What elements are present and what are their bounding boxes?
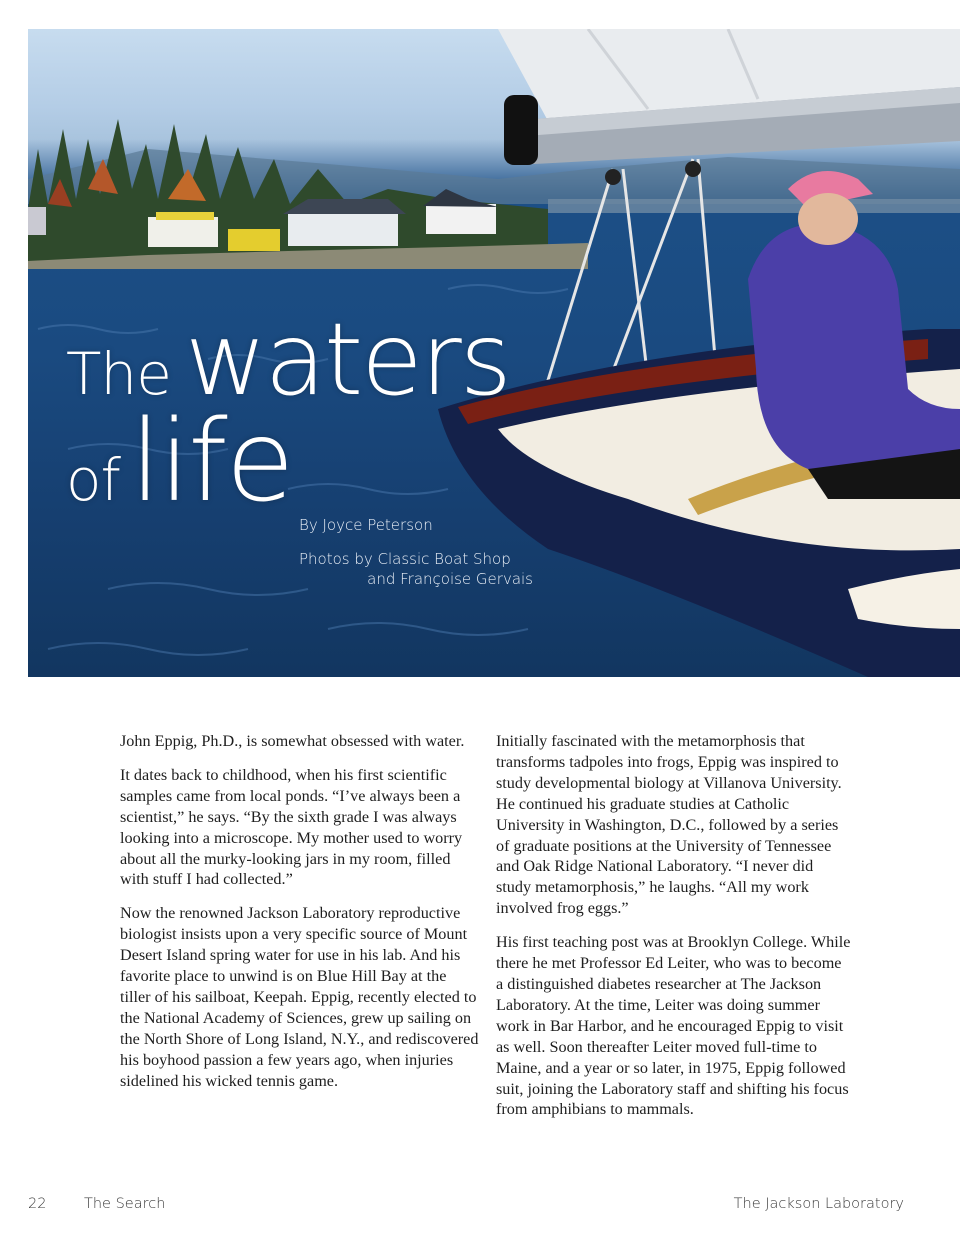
paragraph: His first teaching post was at Brooklyn College. While there he met Professor Ed Leiter, who was to become a distinguished diabetes researcher at The Jackson Laboratory. At the time, Leiter was doing summer work in Bar Harbor, and he encouraged Eppig to visit as well. Soon thereafter Leiter moved full-time to Maine, and a year or so later, in 1975, Eppig followed suit, joining the Laboratory staff and shifting his focus from amphibians to mammals.	[496, 933, 851, 1119]
publication-name: The Search	[84, 1196, 166, 1212]
photo-credit-line1: Photos by Classic Boat Shop	[299, 550, 511, 568]
hero-photo	[28, 29, 960, 677]
paragraph: It dates back to childhood, when his first scientific samples came from local ponds. “I’ve always been a scientist,” he says. “By the sixth grade I was always looking into a microscope. My mother used to worry about all the murky-looking jars in my room, filled with stuff I had collected.”	[120, 765, 463, 889]
paragraph: Now the renowned Jackson Laboratory reproductive biologist insists upon a very specific source of Mount Desert Island spring water for use in his lab. And his favorite place to unwind is on Blue Hill Bay at the tiller of his sailboat, Keepah. Eppig, recently elected to the National Academy of Sciences, grew up sailing on the North Shore of Long Island, N.Y., and rediscovered his boyhood passion a few years ago, when injuries sidelined his wicked tennis game.	[120, 904, 479, 1090]
title-word-of: of	[66, 446, 120, 514]
article-column-right	[496, 731, 852, 1133]
title-word-the: The	[66, 340, 171, 408]
paragraph: Initially fascinated with the metamorphosis that transforms tadpoles into frogs, Eppig was inspired to study developmental biology at Villanova University. He continued his graduate studies at Catholic University in Washington, D.C., followed by a series of graduate positions at the University of Tennessee and Oak Ridge National Laboratory. “I never did study metamorphosis,” he laughs. “All my work involved frog eggs.”	[496, 732, 842, 918]
organization-name: The Jackson Laboratory	[733, 1196, 904, 1212]
title-word-life: life	[129, 397, 293, 527]
photo-credit-line2: and Françoise Gervais	[367, 570, 533, 588]
title-word-waters: waters	[184, 301, 510, 418]
byline-block	[299, 515, 533, 589]
paragraph: John Eppig, Ph.D., is somewhat obsessed with water.	[120, 732, 465, 750]
article-column-left	[120, 731, 480, 1105]
page-number: 22	[28, 1196, 47, 1212]
byline-author: By Joyce Peterson	[299, 516, 433, 534]
